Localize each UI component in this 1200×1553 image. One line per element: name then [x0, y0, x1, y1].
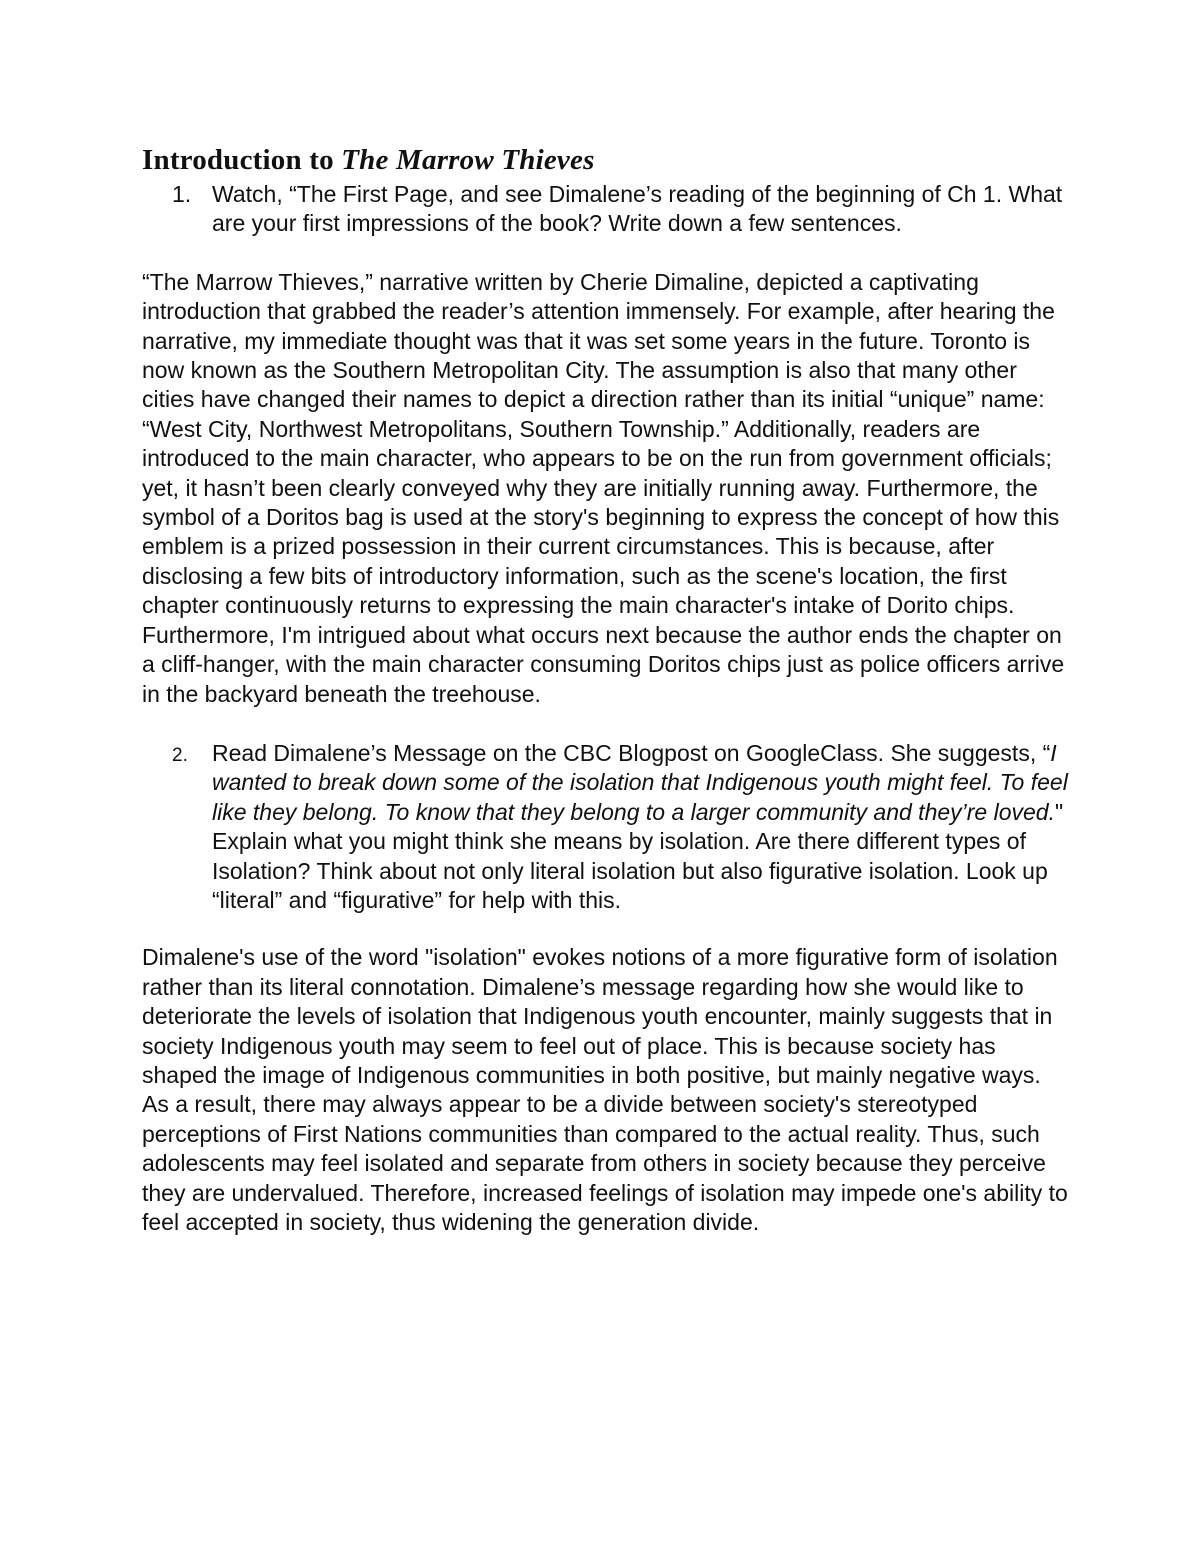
- question-1-number-cell: [142, 180, 212, 239]
- title-prefix: Introduction to: [142, 144, 342, 176]
- title-book-name: The Marrow Thieves: [341, 144, 595, 176]
- question-1-text: Watch, “The First Page, and see Dimalene’s reading of the beginning of Ch 1. What are your first impressions of the book? Write down a few sentences.: [212, 181, 1063, 237]
- answer-2: Dimalene's use of the word "isolation" evokes notions of a more figurative form of isolation rather than its literal connotation. Dimalene’s message regarding how she would like to deteriorate the levels of isolation that Indigenous youth encounter, mainly suggests that in society Indigenous youth may seem to feel out of place. This is because society has shaped the image of Indigenous communities in both positive, but mainly negative ways. As a result, there may always appear to be a divide between society's stereotyped perceptions of First Nations communities than compared to the actual reality. Thus, such adolescents may feel isolated and separate from others in society because they perceive they are undervalued. Therefore, increased feelings of isolation may impede one's ability to feel accepted in society, thus widening the generation divide.: [142, 944, 1068, 1235]
- question-1: [142, 180, 1072, 239]
- document-title: [142, 140, 1072, 180]
- question-2-tail: " Explain what you might think she means by isolation. Are there different types of Isolation? Think about not only literal isolation but also figurative isolation. Look up “literal” and “figurative” for help with this.: [212, 798, 1064, 913]
- question-2: [142, 739, 1072, 915]
- question-2-number-cell: [142, 739, 212, 915]
- document-content: [142, 140, 1072, 1237]
- question-2-text: [212, 739, 1072, 915]
- answer-1: “The Marrow Thieves,” narrative written by Cherie Dimaline, depicted a captivating introduction that grabbed the reader’s attention immensely. For example, after hearing the narrative, my immediate thought was that it was set some years in the future. Toronto is now known as the Southern Metropolitan City. The assumption is also that many other cities have changed their names to depict a direction rather than its initial “unique” name: “West City, Northwest Metropolitans, Southern Township.” Additionally, readers are introduced to the main character, who appears to be on the run from government officials; yet, it hasn’t been clearly conveyed why they are initially running away. Furthermore, the symbol of a Doritos bag is used at the story's beginning to express the concept of how this emblem is a prized possession in their current circumstances. This is because, after disclosing a few bits of introductory information, such as the scene's location, the first chapter continuously returns to expressing the main character's intake of Dorito chips. Furthermore, I'm intrigued about what occurs next because the author ends the chapter on a cliff-hanger, with the main character consuming Doritos chips just as police officers arrive in the backyard beneath the treehouse.: [142, 268, 1065, 707]
- question-2-quote: I wanted to break down some of the isolation that Indigenous youth might feel. To feel like they belong. To know that they belong to a larger community and they’re loved.: [212, 739, 1068, 825]
- question-2-lead: Read Dimalene’s Message on the CBC Blogpost on GoogleClass. She suggests, “: [212, 739, 1051, 766]
- question-1-number: 1.: [172, 181, 192, 207]
- question-2-number: 2.: [172, 744, 188, 766]
